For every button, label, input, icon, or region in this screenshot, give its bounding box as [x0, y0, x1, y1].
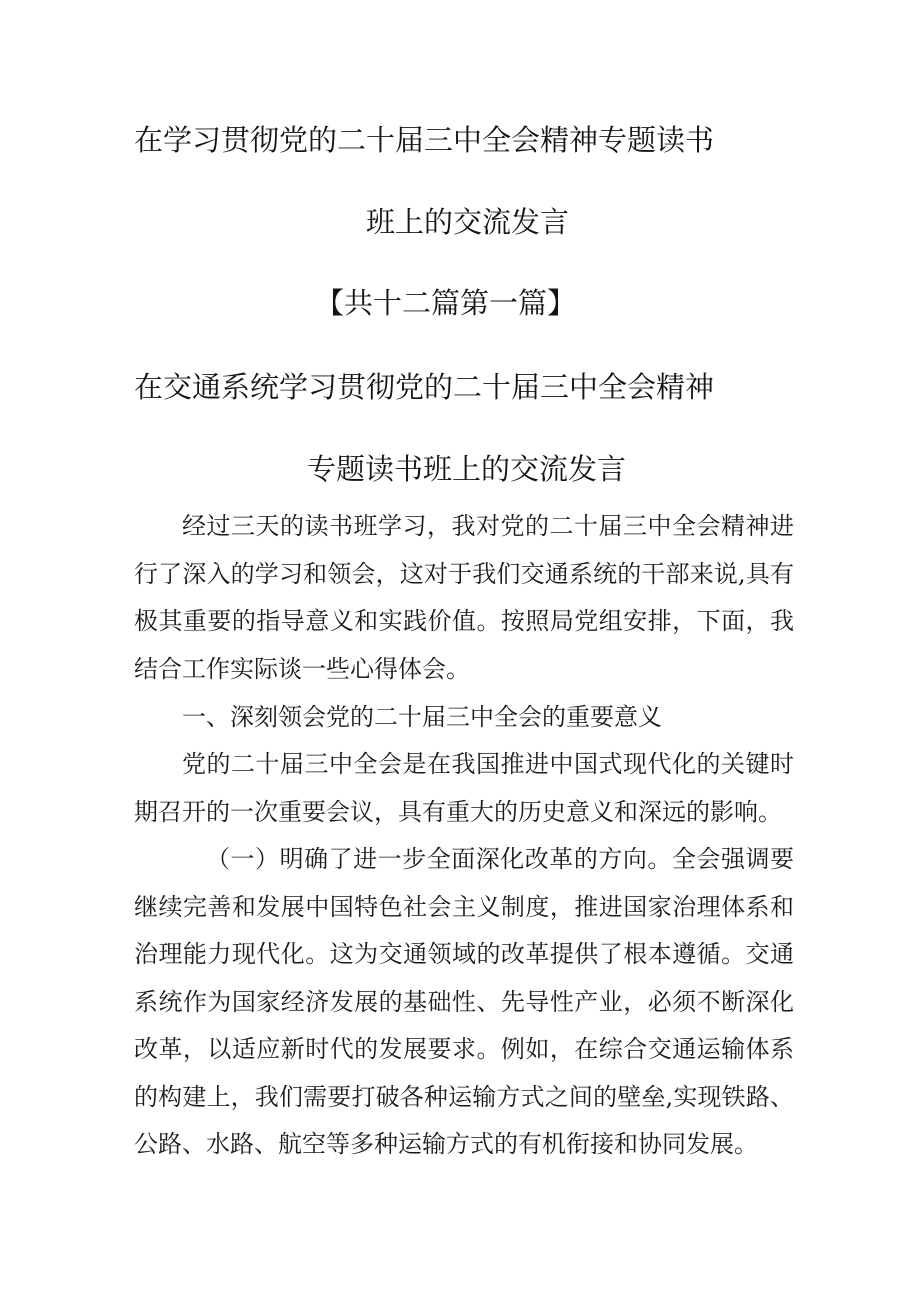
speech-title-line-2: 专题读书班上的交流发言 — [307, 452, 627, 486]
subsection-paragraph-1: （一）明确了进一步全面深化改革的方向。全会强调要继续完善和发展中国特色社会主义制度，推进国家治理体系和治理能力现代化。这为交通领域的改革提供了根本遵循。交通系统作为国家经济发展的基础性、先导性产业，必须不断深化改革，以适应新时代的发展要求。例如，在综合交通运输体系的构建上，我们需要打破各种运输方式之间的壁垒,实现铁路、公路、水路、航空等多种运输方式的有机衔接和协同发展。 — [134, 845, 794, 1158]
section-heading-1: 一、深刻领会党的二十届三中全会的重要意义 — [182, 703, 662, 731]
speech-title-line-1: 在交通系统学习贯彻党的二十届三中全会精神 — [134, 370, 715, 404]
intro-paragraph: 经过三天的读书班学习，我对党的二十届三中全会精神进行了深入的学习和领会，这对于我们交通系统的干部来说,具有极其重要的指导意义和实践价值。按照局党组安排，下面，我结合工作实际谈一些心得体会。 — [134, 512, 794, 683]
document-title-line-2: 班上的交流发言 — [366, 205, 570, 239]
section-paragraph: 党的二十届三中全会是在我国推进中国式现代化的关键时期召开的一次重要会议，具有重大的历史意义和深远的影响。 — [134, 750, 794, 826]
series-label: 【共十二篇第一篇】 — [315, 286, 577, 320]
document-title-line-1: 在学习贯彻党的二十届三中全会精神专题读书 — [134, 123, 715, 157]
